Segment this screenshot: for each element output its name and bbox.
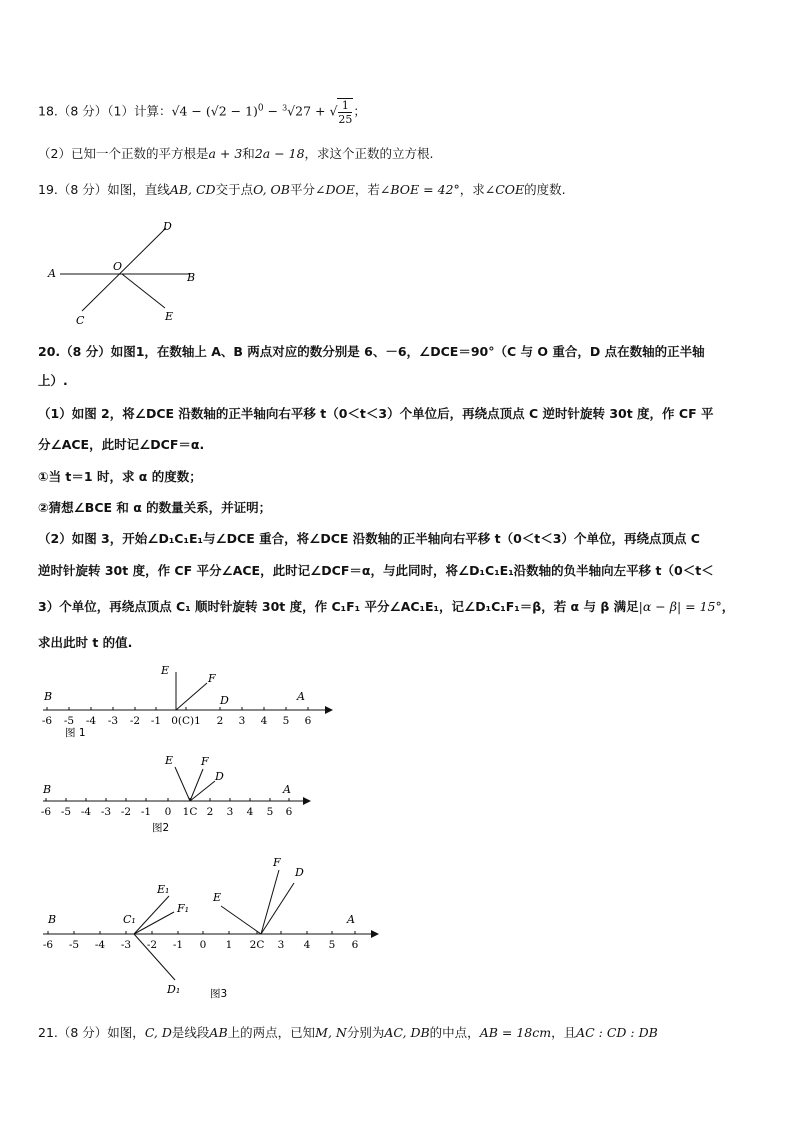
tick-label: 4 <box>260 715 268 727</box>
fig3-ray-ce <box>221 906 261 934</box>
q21-t2: 上的两点，已知 <box>227 1025 316 1040</box>
tick-label: 6 <box>304 715 312 727</box>
q21-seg: AB <box>209 1025 228 1040</box>
fig2-arrow <box>303 797 311 805</box>
label-a: A <box>48 267 56 280</box>
tick-label: 1 <box>225 939 233 951</box>
q19-ang1: ∠DOE <box>315 182 355 197</box>
tick-label: 5 <box>328 939 336 951</box>
fig2-label-b: B <box>43 783 52 796</box>
q18-part2-b: 2a − 18 <box>254 146 305 161</box>
ray-oe <box>122 274 165 308</box>
q21-t3: 分别为 <box>346 1025 385 1040</box>
fig1-ray-cf <box>176 683 207 710</box>
q20-line9c: ， <box>721 599 735 614</box>
fig1-label-f: F <box>208 672 216 685</box>
q20-line9 <box>38 598 764 616</box>
tick-label: -4 <box>80 806 92 818</box>
tick-label: 0(C)1 <box>171 715 201 727</box>
q18-part1 <box>38 98 764 126</box>
fig2-ray-ce <box>175 767 190 801</box>
q19-figure <box>40 215 210 330</box>
label-d: D <box>163 220 172 233</box>
fig3-label-d: D <box>295 866 304 879</box>
q19-t3: ，若 <box>354 182 380 197</box>
q21-t4: 的中点， <box>429 1025 480 1040</box>
fig2-caption: 图2 <box>152 822 170 834</box>
q18-end: ； <box>353 103 366 119</box>
q21-mn: M, N <box>315 1025 347 1040</box>
q20-line4: 分∠ACE，此时记∠DCF＝α. <box>38 437 205 452</box>
q20-line1: 20.（8 分）如图1，在数轴上 A、B 两点对应的数分别是 6、－6，∠DCE＝90°（C 与 O 重合，D 点在数轴的正半轴 <box>38 344 705 359</box>
q18-part2-and: 和 <box>242 146 255 161</box>
q18-frac-den: 25 <box>338 113 353 126</box>
fig3-label-f1: F₁ <box>177 902 190 915</box>
tick-label: 6 <box>285 806 293 818</box>
q18-expr-d: − <box>263 103 283 119</box>
q21-ratio: AC : CD : DB <box>576 1025 658 1040</box>
tick-label: -4 <box>85 715 97 727</box>
tick-label: -3 <box>107 715 119 727</box>
fig3-ray-c1f1 <box>134 912 174 934</box>
tick-label: -6 <box>40 806 52 818</box>
fig3-ray-c1e1 <box>134 896 169 934</box>
tick-label: -6 <box>42 939 54 951</box>
fig3-label-a: A <box>347 913 355 926</box>
q20-line2: 上）. <box>38 373 68 388</box>
tick-label: -5 <box>63 715 75 727</box>
tick-label: 4 <box>303 939 311 951</box>
q20-line9a: 3）个单位，再绕点顶点 C₁ 顺时针旋转 30t 度，作 C₁F₁ 平分∠AC₁E₁，记∠D₁C₁F₁＝β，若 α 与 β 满足 <box>38 599 639 614</box>
label-b: B <box>187 271 196 284</box>
q20-line3: （1）如图 2，将∠DCE 沿数轴的正半轴向右平移 t（0＜t＜3）个单位后，再绕点顶点 C 逆时针旋转 30t 度，作 CF 平 <box>38 406 714 421</box>
q18-expr-c: − 1) <box>226 103 258 119</box>
q18-expr-f: + <box>311 103 330 119</box>
q21-mids: AC, DB <box>384 1025 430 1040</box>
q18-expr-a: √4 − ( <box>171 103 211 119</box>
q20-line6: ②猜想∠BCE 和 α 的数量关系，并证明； <box>38 500 272 515</box>
q19-t2: 平分 <box>289 182 315 197</box>
q18-exp0: 0 <box>257 103 264 114</box>
fig1-caption: 图 1 <box>65 727 86 739</box>
q19-lines: AB, CD <box>169 182 216 197</box>
tick-label: 2C <box>249 939 265 951</box>
q20-line7: （2）如图 3，开始∠D₁C₁E₁与∠DCE 重合，将∠DCE 沿数轴的正半轴向右平移 t（0＜t＜3）个单位，再绕点顶点 C <box>38 531 700 546</box>
tick-label: 3 <box>277 939 285 951</box>
label-c: C <box>76 314 85 327</box>
tick-label: -5 <box>68 939 80 951</box>
tick-label: 4 <box>246 806 254 818</box>
fig3-label-b: B <box>48 913 57 926</box>
fig3-ray-cf <box>261 870 279 934</box>
tick-label: 1C <box>182 806 198 818</box>
tick-label: -2 <box>129 715 141 727</box>
fig3-label-e1: E₁ <box>157 883 170 896</box>
tick-label: 6 <box>351 939 359 951</box>
tick-label: -1 <box>150 715 162 727</box>
fig2-label-f: F <box>201 755 209 768</box>
q20-figure2 <box>35 750 315 835</box>
q20-line5: ①当 t＝1 时，求 α 的度数； <box>38 469 202 484</box>
q20-line9b: |α − β| = 15° <box>638 599 722 614</box>
tick-label: 3 <box>238 715 246 727</box>
q21-text <box>38 1024 764 1042</box>
q18-part2-prefix: （2）已知一个正数的平方根是 <box>38 146 209 161</box>
label-o: O <box>113 260 123 273</box>
fig3-label-c1: C₁ <box>123 913 136 926</box>
q18-cube-index: 3 <box>282 103 288 113</box>
q20-figure1 <box>35 660 335 740</box>
q18-sqrt-sign: √ <box>329 103 338 119</box>
q18-part2 <box>38 145 764 163</box>
fig3-caption: 图3 <box>210 988 228 1000</box>
fig3-label-f: F <box>273 856 281 869</box>
q20-line10: 求出此时 t 的值. <box>38 635 133 650</box>
q18-part2-suffix: ，求这个正数的立方根. <box>304 146 434 161</box>
fig3-ray-cd <box>261 883 294 934</box>
fig2-label-a: A <box>283 783 291 796</box>
tick-label: -2 <box>146 939 158 951</box>
fig1-arrow <box>325 706 333 714</box>
tick-label: -3 <box>100 806 112 818</box>
fig1-label-e: E <box>161 664 170 677</box>
q19-text <box>38 181 764 199</box>
q19-pts: O, OB <box>253 182 290 197</box>
q19-given: ∠BOE = 42° <box>379 182 460 197</box>
tick-label: 2 <box>206 806 214 818</box>
q18-frac-num: 1 <box>338 99 352 113</box>
fig3-label-d1: D₁ <box>167 983 181 996</box>
tick-label: -3 <box>120 939 132 951</box>
tick-label: 3 <box>226 806 234 818</box>
q18-fraction <box>337 98 353 126</box>
label-e: E <box>165 310 174 323</box>
fig2-label-d: D <box>215 770 224 783</box>
tick-label: -6 <box>41 715 53 727</box>
q18-expr-b: √2 <box>210 103 227 119</box>
tick-label: 5 <box>282 715 290 727</box>
tick-label: -4 <box>94 939 106 951</box>
tick-label: -1 <box>172 939 184 951</box>
q21-t1: 是线段 <box>171 1025 210 1040</box>
q21-number: 21.（8 分）如图， <box>38 1025 145 1040</box>
q20-figure3 <box>35 850 385 1000</box>
tick-label: 5 <box>266 806 274 818</box>
fig1-label-a: A <box>297 690 305 703</box>
q20-line8: 逆时针旋转 30t 度，作 CF 平分∠ACE，此时记∠DCF＝α，与此同时，将∠D₁C₁E₁沿数轴的负半轴向左平移 t（0＜t＜ <box>38 563 714 578</box>
tick-label: 0 <box>164 806 172 818</box>
fig3-label-e: E <box>213 891 222 904</box>
tick-label: -5 <box>60 806 72 818</box>
q18-number: 18.（8 分）（1）计算： <box>38 103 172 119</box>
q21-t5: ，且 <box>551 1025 577 1040</box>
tick-label: -1 <box>140 806 152 818</box>
q18-part2-a: a + 3 <box>208 146 243 161</box>
fig2-label-e: E <box>165 754 174 767</box>
q18-expr-e: √27 <box>287 103 312 119</box>
fig1-label-b: B <box>44 690 53 703</box>
tick-label: -2 <box>120 806 132 818</box>
q19-t1: 交于点 <box>215 182 254 197</box>
fig1-label-d: D <box>220 694 229 707</box>
q19-ang2: ∠COE <box>484 182 525 197</box>
fig3-arrow <box>371 930 379 938</box>
tick-label: 2 <box>216 715 224 727</box>
tick-label: 0 <box>199 939 207 951</box>
q19-t4: ，求 <box>459 182 485 197</box>
q19-t5: 的度数. <box>524 182 566 197</box>
q21-len: AB = 18cm <box>479 1025 552 1040</box>
q19-number: 19.（8 分）如图，直线 <box>38 182 170 197</box>
q21-pts: C, D <box>144 1025 172 1040</box>
